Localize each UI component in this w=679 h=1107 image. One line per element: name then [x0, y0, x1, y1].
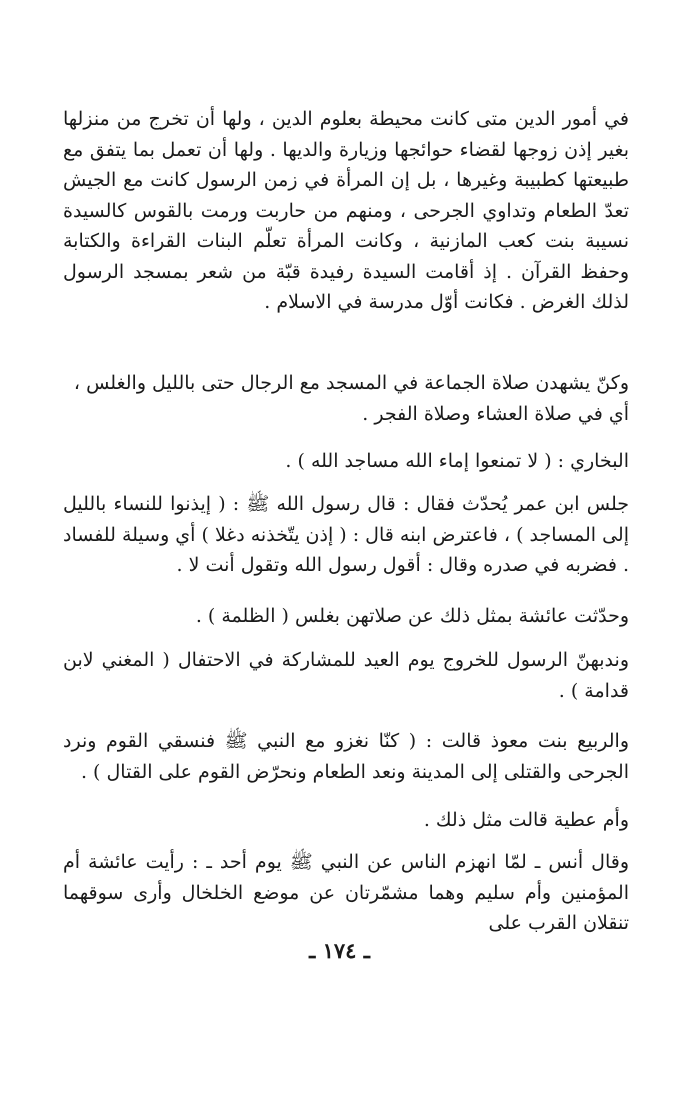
paragraph-aisha-narration: وحدّثت عائشة بمثل ذلك عن صلاتهن بغلس ( الظلمة ) .: [195, 605, 629, 627]
paragraph-mosque-prayer: وكنّ يشهدن صلاة الجماعة في المسجد مع الرجال حتى بالليل والغلس ، أي في صلاة العشاء وصلاة الفجر .: [73, 372, 629, 425]
paragraph-umm-atiyya: وأم عطية قالت مثل ذلك .: [423, 809, 629, 831]
paragraph-women-rights: في أمور الدين متى كانت محيطة بعلوم الدين ، ولها أن تخرج من منزلها بغير إذن زوجها لقضاء حوائجها وزيارة والديها . ولها أن تعمل بما يتفق مع طبيعتها كطبيبة وغيرها ، بل إن المرأة في زمن الرسول كانت مع الجيش تعدّ الطعام وتداوي الجرحى ، ومنهم من حاربت ورمت بالقوس كالسيدة نسيبة بنت كعب المازنية ، وكانت المرأة تعلّم البنات القراءة والكتابة وحفظ القرآن . إذ أقامت السيدة رفيدة قبّة من شعر بمسجد الرسول لذلك الغرض . فكانت أوّل مدرسة في الاسلام .: [63, 108, 629, 313]
paragraph-ibn-umar-hadith: جلس ابن عمر يُحدّث فقال : قال رسول الله ﷺ : ( إيذنوا للنساء بالليل إلى المساجد ) ، فاعترض ابنه قال : ( إذن يتّخذنه دغلا ) أي وسيلة للفساد . فضربه في صدره وقال : أقول رسول الله وتقول أنت لا .: [63, 493, 629, 576]
paragraph-rubayyi-narration: والربيع بنت معوذ قالت : ( كنّا نغزو مع النبي ﷺ فنسقي القوم ونرد الجرحى والقتلى إلى المدينة ونعد الطعام ونحرّض القوم على القتال ) .: [63, 730, 629, 783]
page-number: ـ ١٧٤ ـ: [309, 938, 370, 963]
paragraph-bukhari-quote: البخاري : ( لا تمنعوا إماء الله مساجد الله ) .: [285, 450, 629, 472]
paragraph-anas-narration: وقال أنس ـ لمّا انهزم الناس عن النبي ﷺ يوم أحد ـ : رأيت عائشة أم المؤمنين وأم سليم وهما مشمّرتان عن موضع الخلخال وأرى سوقهما تنقلان القرب على: [63, 851, 629, 934]
paragraph-eid-participation: وندبهنّ الرسول للخروج يوم العيد للمشاركة في الاحتفال ( المغني لابن قدامة ) .: [63, 649, 629, 702]
